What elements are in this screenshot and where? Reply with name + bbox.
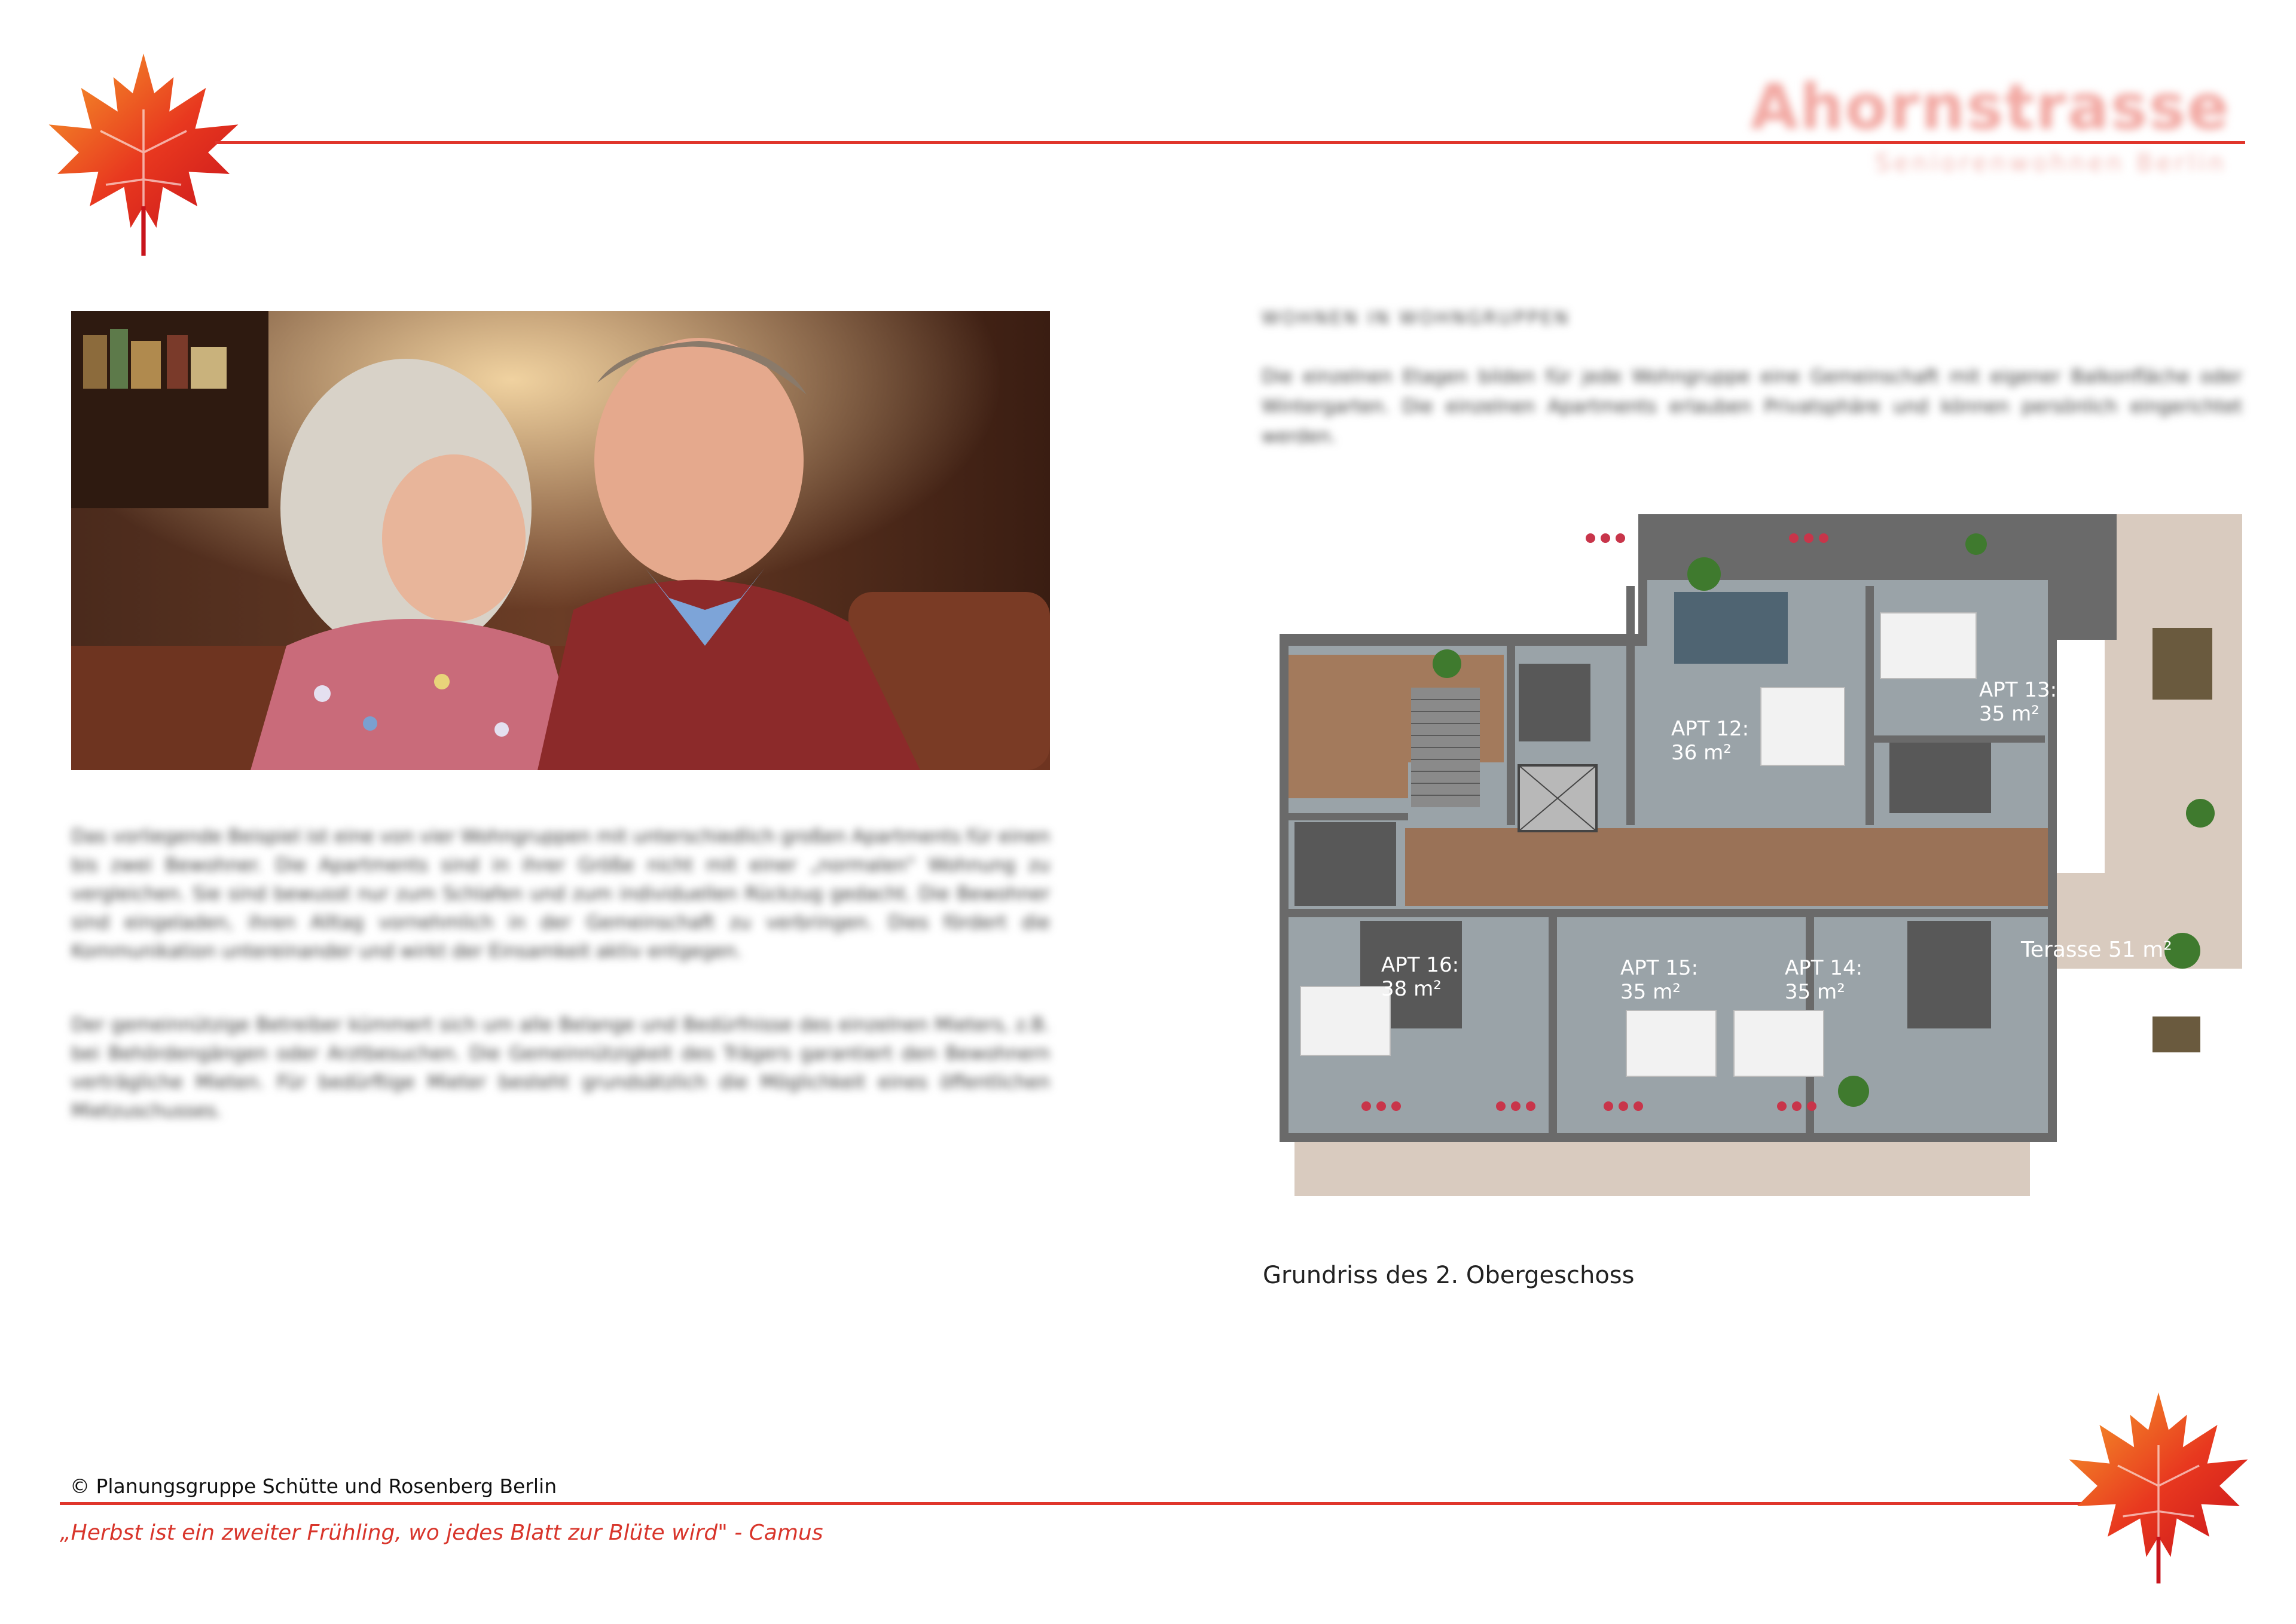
apt-13-name: APT 13: [1979, 678, 2057, 702]
floor-plan-caption: Grundriss des 2. Obergeschoss [1263, 1262, 1635, 1289]
corridor [1405, 828, 2048, 906]
terrace-bottom [1294, 1139, 2030, 1196]
bed-apt16 [1300, 987, 1390, 1055]
section-paragraph: Die einzelnen Etagen bilden für jede Wohngruppe eine Gemeinschaft mit eigener Balkonfläche oder Wintergarten. Die einzelnen Apartments erlauben Privatsphäre und können persönlich eingerichtet werden. [1262, 366, 2242, 447]
section-heading: WOHNEN IN WOHNGRUPPEN [1262, 308, 1570, 329]
terrace-label: Terasse 51 m² [2021, 938, 2172, 962]
maple-leaf-icon [36, 36, 251, 269]
bathroom-1 [1519, 664, 1590, 741]
footer-quote: „Herbst ist ein zweiter Frühling, wo jedes Blatt zur Blüte wird" - Camus [60, 1521, 823, 1545]
bed-apt13 [1880, 613, 1976, 679]
seniors-photo [71, 311, 1050, 770]
maple-leaf-icon [2057, 1369, 2260, 1602]
body-paragraph-1: Das vorliegende Beispiel ist eine von vier Wohngruppen mit unterschiedlich großen Apartments für einen bis zwei Bewohner. Die Apartments sind in ihrer Größe nicht mit einer „normalen" Wohnung zu vergleichen. Sie sind bewusst nur zum Schlafen und zum individuellen Rückzug gedacht. Die Bewohner sind eingeladen, ihren Alltag vornehmlich in der Gemeinschaft zu verbringen. Dies fördert die Kommunikation untereinander und wirkt der Einsamkeit aktiv entgegen. [71, 826, 1050, 962]
apt-12-name: APT 12: [1671, 717, 1750, 741]
apt-16-name: APT 16: [1381, 953, 1460, 977]
copyright-notice: © Planungsgruppe Schütte und Rosenberg Berlin [70, 1475, 557, 1498]
bed-apt15 [1626, 1011, 1716, 1076]
bathroom-2 [1294, 822, 1396, 906]
bathroom-3 [1889, 741, 1991, 813]
apt-15-name: APT 15: [1620, 956, 1699, 980]
brand-subtitle: Seniorenwohnen Berlin [1874, 149, 2227, 177]
apt-16-area: 38 m² [1381, 977, 1442, 1001]
bed-apt14 [1734, 1011, 1824, 1076]
apt-15-area: 35 m² [1620, 980, 1681, 1004]
apt-14-area: 35 m² [1785, 980, 1845, 1004]
apt-12-area: 36 m² [1671, 741, 1732, 765]
bathroom-5 [1907, 921, 1991, 1028]
bed-apt12 [1761, 688, 1845, 765]
body-paragraph-2: Der gemeinnützige Betreiber kümmert sich um alle Belange und Bedürfnisse des einzelnen Mieters, z.B. bei Behördengängen oder Arztbesuchen. Die Gemeinnützigkeit des Trägers garantiert den Bewohnern verträgliche Mieten. Für bedürftige Mieter besteht grundsätzlich die Möglichkeit eines öffentlichen Mietzuschusses. [71, 1014, 1050, 1122]
apt-13-area: 35 m² [1979, 702, 2039, 726]
footer-rule [60, 1502, 2096, 1505]
brand-title: Ahornstrasse [1750, 71, 2230, 144]
floor-plan [1256, 502, 2248, 1205]
room-wood-nw [1289, 655, 1408, 798]
apt-14-name: APT 14: [1785, 956, 1863, 980]
